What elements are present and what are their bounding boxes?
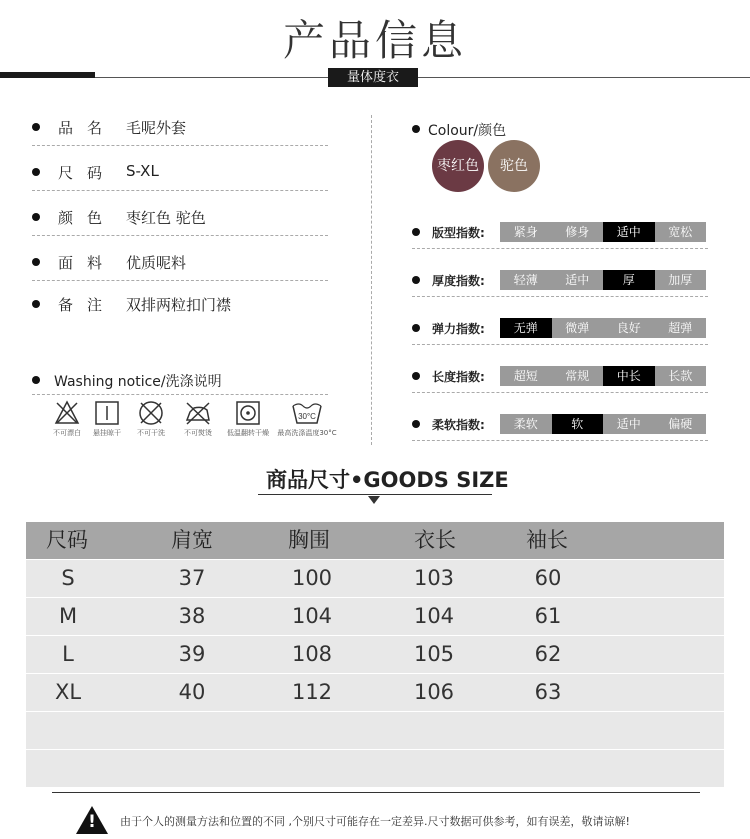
index-option: 常规 [552, 366, 604, 386]
info-row-fabric [32, 250, 328, 281]
index-row [412, 414, 708, 441]
info-value: 双排两粒扣门襟 [126, 296, 232, 314]
bullet-icon [412, 276, 420, 284]
index-scale [500, 414, 706, 434]
measurement-notice: 由于个人的测量方法和位置的不同 ,个别尺寸可能存在一定差异.尺寸数据可供参考，如有误差，敬请谅解! [120, 815, 630, 828]
table-cell: S [61, 566, 75, 590]
index-option: 加厚 [655, 270, 707, 290]
info-value: 枣红色 驼色 [126, 209, 206, 227]
index-option: 良好 [603, 318, 655, 338]
info-label: 尺码 [58, 164, 117, 182]
swatch-jujube-red[interactable] [432, 140, 484, 192]
hang-dry-icon [84, 400, 130, 438]
index-option: 长款 [655, 366, 707, 386]
bullet-icon [412, 420, 420, 428]
wash-label: 悬挂晾干 [93, 429, 121, 437]
column-header: 尺码 [46, 528, 88, 552]
table-cell: 104 [291, 604, 333, 628]
bullet-icon [412, 372, 420, 380]
column-header: 胸围 [288, 528, 330, 552]
bullet-icon [32, 168, 40, 176]
index-option: 宽松 [655, 222, 707, 242]
wash-label: 不可干洗 [137, 429, 165, 437]
index-option: 修身 [552, 222, 604, 242]
info-row-size [32, 160, 328, 191]
info-value: 毛呢外套 [126, 119, 187, 137]
warning-mark: ! [88, 812, 96, 832]
wash-temp: 30°C [298, 412, 316, 421]
wash-label: 最高洗涤温度30°C [277, 429, 337, 437]
bullet-icon [32, 258, 40, 266]
wash-label: 低温翻转干燥 [227, 429, 269, 437]
footer-divider [52, 792, 700, 793]
table-row [26, 597, 724, 635]
index-option-selected: 适中 [603, 222, 655, 242]
index-option-selected: 软 [552, 414, 604, 434]
swatch-label: 枣红色 [437, 158, 479, 174]
index-row [412, 270, 708, 297]
index-option: 适中 [552, 270, 604, 290]
info-value: 优质呢料 [126, 254, 187, 272]
table-cell: 63 [534, 680, 562, 704]
index-option: 超弹 [655, 318, 707, 338]
info-row-colour [32, 205, 328, 236]
no-iron-icon [175, 400, 221, 438]
table-header [26, 522, 724, 559]
index-scale [500, 366, 706, 386]
colour-title: Colour/颜色 [428, 123, 507, 139]
index-option: 柔软 [500, 414, 552, 434]
table-row [26, 711, 724, 749]
index-option-selected: 无弹 [500, 318, 552, 338]
table-cell: L [62, 642, 74, 666]
table-cell: 106 [413, 680, 455, 704]
index-label: 弹力指数: [432, 322, 485, 336]
arrow-down-icon [368, 496, 380, 504]
table-cell: 38 [178, 604, 206, 628]
wash-label: 不可熨烫 [184, 429, 212, 437]
index-row [412, 318, 708, 345]
header-divider [95, 77, 750, 78]
table-row [26, 635, 724, 673]
bullet-icon [412, 228, 420, 236]
swatch-camel[interactable] [488, 140, 540, 192]
table-row [26, 749, 724, 787]
table-cell: 108 [291, 642, 333, 666]
index-scale [500, 270, 706, 290]
wash-label: 不可漂白 [53, 429, 81, 437]
info-label: 备注 [58, 296, 117, 314]
table-cell: 39 [178, 642, 206, 666]
index-label: 长度指数: [432, 370, 485, 384]
info-label: 颜色 [58, 209, 117, 227]
measure-tag: 量体度衣 [328, 68, 418, 87]
wash-30-icon [276, 400, 338, 438]
washing-title: Washing notice/洗涤说明 [54, 374, 222, 390]
table-cell: 100 [291, 566, 333, 590]
bullet-icon [32, 300, 40, 308]
info-label: 品名 [58, 119, 117, 137]
bullet-icon [32, 213, 40, 221]
index-row [412, 366, 708, 393]
bullet-icon [32, 123, 40, 131]
vertical-divider [371, 115, 372, 445]
index-option: 超短 [500, 366, 552, 386]
index-scale [500, 222, 706, 242]
bullet-icon [32, 376, 40, 384]
bullet-icon [412, 324, 420, 332]
table-row [26, 673, 724, 711]
no-dry-clean-icon [128, 400, 174, 438]
goods-size-title: 商品尺寸•GOODS SIZE [266, 468, 509, 492]
page-title: 产品信息 [282, 16, 467, 65]
table-cell: 62 [534, 642, 562, 666]
table-cell: XL [54, 680, 82, 704]
header-accent-bar [0, 72, 95, 78]
washing-notice [32, 370, 328, 395]
tumble-dry-low-icon [222, 400, 274, 438]
table-cell: 103 [413, 566, 455, 590]
bullet-icon [412, 125, 420, 133]
index-option: 紧身 [500, 222, 552, 242]
index-row [412, 222, 708, 249]
index-option: 适中 [603, 414, 655, 434]
table-cell: 61 [534, 604, 562, 628]
index-option-selected: 中长 [603, 366, 655, 386]
column-header: 衣长 [414, 528, 456, 552]
table-cell: 104 [413, 604, 455, 628]
index-label: 柔软指数: [432, 418, 485, 432]
goods-size-heading [258, 462, 509, 495]
table-row [26, 559, 724, 597]
table-cell: 60 [534, 566, 562, 590]
table-cell: M [58, 604, 78, 628]
index-option: 轻薄 [500, 270, 552, 290]
index-option: 微弹 [552, 318, 604, 338]
column-header: 肩宽 [171, 528, 213, 552]
table-cell: 37 [178, 566, 206, 590]
index-option-selected: 厚 [603, 270, 655, 290]
info-row-name [32, 115, 328, 146]
info-row-note [32, 292, 328, 322]
index-label: 厚度指数: [432, 274, 485, 288]
info-label: 面料 [58, 254, 117, 272]
index-scale [500, 318, 706, 338]
column-header: 袖长 [526, 528, 568, 552]
size-table [26, 522, 724, 787]
info-value: S-XL [126, 162, 159, 180]
table-cell: 112 [291, 680, 333, 704]
table-cell: 105 [413, 642, 455, 666]
table-cell: 40 [178, 680, 206, 704]
swatch-label: 驼色 [500, 158, 528, 174]
index-label: 版型指数: [432, 226, 485, 240]
index-option: 偏硬 [655, 414, 707, 434]
